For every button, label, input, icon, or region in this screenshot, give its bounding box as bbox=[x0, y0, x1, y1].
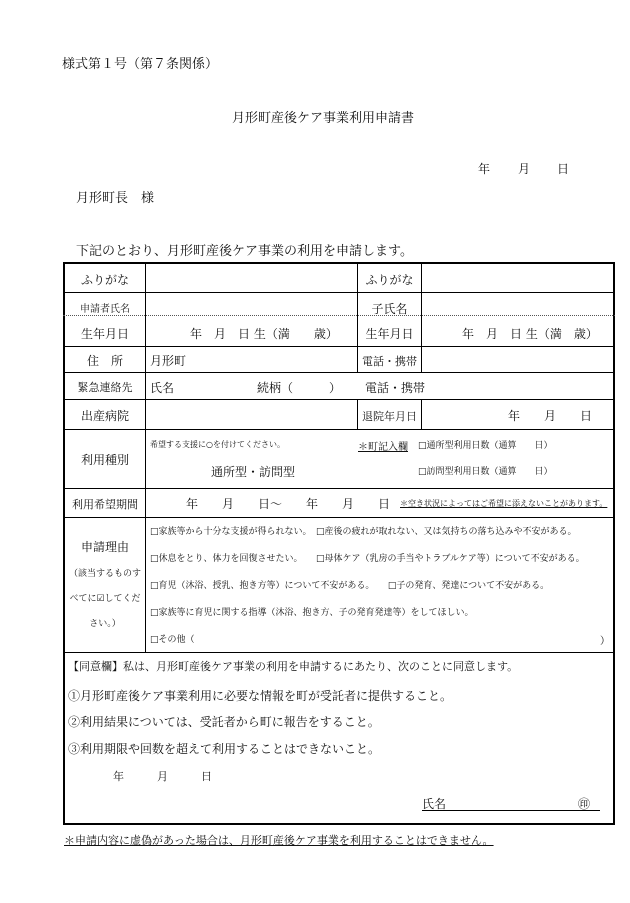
applicant-name-label: 申請者氏名 bbox=[80, 304, 130, 315]
reason-note-1: （該当するものす bbox=[68, 569, 141, 579]
page-title: 月形町産後ケア事業利用申請書 bbox=[232, 111, 415, 126]
period-note: ＊空き状況によってはご希望に添えないことがあります。 bbox=[400, 499, 608, 508]
form-number: 様式第１号（第７条関係） bbox=[62, 57, 219, 72]
applicant-birth-value[interactable]: 年 月 日 生（満 歳） bbox=[190, 327, 338, 341]
addressee: 月形町長 様 bbox=[76, 191, 155, 206]
consent-date[interactable]: 年 月 日 bbox=[113, 770, 212, 783]
phone-input[interactable] bbox=[422, 347, 613, 371]
child-birth-value[interactable]: 年 月 日 生（満 歳） bbox=[462, 327, 598, 341]
discharge-value[interactable]: 年 月 日 bbox=[508, 409, 593, 423]
reason-item-other[interactable]: □その他（ bbox=[150, 635, 195, 645]
reason-item[interactable]: □家族等に育児に関する指導（沐浴、抱き方、子の発育発達等）をしてほしい。 bbox=[150, 608, 474, 618]
type-label: 利用種別 bbox=[80, 453, 129, 467]
child-birth-label: 生年月日 bbox=[365, 327, 414, 341]
town-entry-label: ＊町記入欄 bbox=[358, 442, 408, 453]
consent-item: ②利用結果については、受託者から町に報告をすること。 bbox=[68, 715, 380, 729]
emergency-phone[interactable]: 電話・携帯 bbox=[365, 381, 426, 395]
reason-other-close: ） bbox=[600, 636, 610, 647]
type-value[interactable]: 通所型・訪問型 bbox=[211, 465, 296, 479]
furigana-input-applicant[interactable] bbox=[146, 263, 356, 291]
reason-item[interactable]: □育児（沐浴、授乳、抱き方等）について不安がある。 □子の発育、発達について不安がある。 bbox=[150, 581, 550, 591]
child-name-label: 子氏名 bbox=[371, 302, 408, 316]
applicant-birth-label: 生年月日 bbox=[80, 327, 129, 341]
address-label: 住 所 bbox=[86, 354, 123, 368]
emergency-name[interactable]: 氏名 bbox=[150, 381, 175, 395]
hospital-label: 出産病院 bbox=[80, 409, 129, 423]
footnote: ＊申請内容に虚偽があった場合は、月形町産後ケア事業を利用することはできません。 bbox=[64, 834, 494, 847]
date-month: 月 bbox=[518, 162, 531, 176]
furigana-input-child[interactable] bbox=[422, 263, 613, 291]
reason-note-3: さい。） bbox=[89, 619, 121, 629]
day-use-days[interactable]: □通所型利用日数（通算 日） bbox=[418, 441, 553, 451]
consent-item: ①月形町産後ケア事業利用に必要な情報を町が受託者に提供すること。 bbox=[68, 689, 453, 703]
type-note: 希望する支援に○を付けてください。 bbox=[150, 440, 285, 449]
furigana-label-child: ふりがな bbox=[365, 273, 414, 287]
address-value[interactable]: 月形町 bbox=[150, 354, 187, 368]
reason-item[interactable]: □家族等から十分な支援が得られない。 □産後の疲れが取れない、又は気持ちの落ち込みや不安がある。 bbox=[150, 527, 577, 537]
emergency-label: 緊急連絡先 bbox=[77, 381, 133, 394]
phone-label: 電話・携帯 bbox=[362, 355, 417, 368]
seal-mark: ㊞ bbox=[578, 797, 591, 811]
hospital-input[interactable] bbox=[146, 400, 356, 428]
visit-use-days[interactable]: □訪問型利用日数（通算 日） bbox=[418, 467, 553, 477]
consent-name-label: 氏名 bbox=[422, 797, 447, 811]
furigana-label-applicant: ふりがな bbox=[80, 273, 129, 287]
period-label: 利用希望期間 bbox=[72, 498, 138, 511]
intro-text: 下記のとおり、月形町産後ケア事業の利用を申請します。 bbox=[76, 244, 413, 259]
reason-label: 申請理由 bbox=[80, 540, 129, 554]
reason-item[interactable]: □休息をとり、体力を回復させたい。 □母体ケア（乳房の手当やトラブルケア等）について不安がある。 bbox=[150, 554, 585, 564]
date-year: 年 bbox=[478, 162, 491, 176]
consent-heading: 【同意欄】私は、月形町産後ケア事業の利用を申請するにあたり、次のことに同意します。 bbox=[68, 660, 519, 673]
discharge-label: 退院年月日 bbox=[362, 410, 417, 423]
date-day: 日 bbox=[557, 162, 570, 176]
consent-item: ③利用期限や回数を超えて利用することはできないこと。 bbox=[68, 742, 381, 756]
reason-note-2: べてに☑してくだ bbox=[69, 594, 141, 604]
period-value[interactable]: 年 月 日～ 年 月 日 bbox=[186, 497, 391, 511]
emergency-relation[interactable]: 続柄（ ） bbox=[257, 381, 342, 395]
signature-line[interactable] bbox=[422, 810, 600, 811]
